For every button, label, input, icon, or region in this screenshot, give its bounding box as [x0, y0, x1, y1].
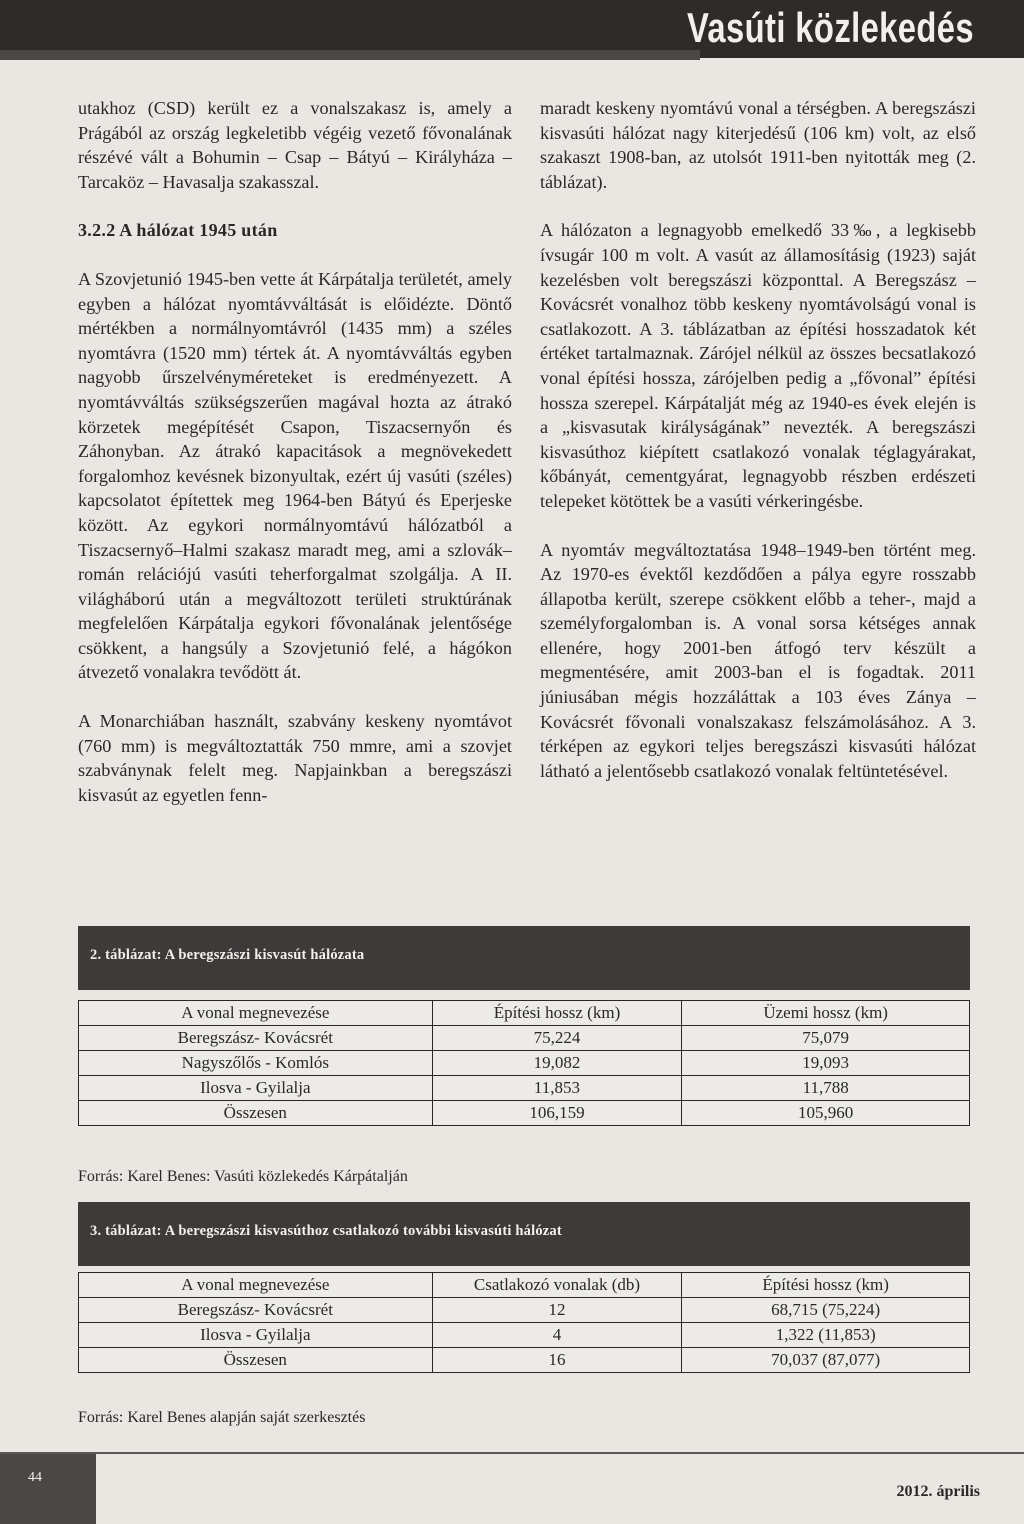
header-cell: Csatlakozó vonalak (db): [432, 1273, 682, 1298]
table-cell: 12: [432, 1298, 682, 1323]
table-cell: 70,037 (87,077): [682, 1348, 970, 1373]
page-number: 44: [28, 1470, 42, 1485]
table-cell: Ilosva - Gyilalja: [79, 1076, 433, 1101]
table2-caption: 2. táblázat: A beregszászi kisvasút hálózata: [78, 926, 970, 990]
table3-source: Forrás: Karel Benes alapján saját szerkesztés: [78, 1409, 366, 1426]
table-row: [79, 1051, 970, 1076]
header-cell: Üzemi hossz (km): [682, 1001, 970, 1026]
table-cell: 4: [432, 1323, 682, 1348]
header-shadow: [0, 50, 700, 60]
table2-source: Forrás: Karel Benes: Vasúti közlekedés Kárpátalján: [78, 1168, 408, 1185]
footer-rule: [0, 1452, 1024, 1454]
table-cell: Összesen: [79, 1101, 433, 1126]
header-cell: A vonal megnevezése: [79, 1273, 433, 1298]
table3: [78, 1272, 970, 1373]
table-cell: Összesen: [79, 1348, 433, 1373]
paragraph: A Szovjetunió 1945-ben vette át Kárpátalja területét, amely egyben a hálózat nyomtávváltását is előidézte. Döntő mértékben a normálnyomtávról (1435 mm) a széles nyomtávra (1520 mm) tértek át. A nyomtávváltás egyben nagyobb űrszelvényméreteket is eredményezett. A nyomtávváltás szükségszerűen magával hozta az átrakó körzetek megépítését Csapon, Tiszacsernyőn és Záhonyban. Az átrakó kapacitások a megnövekedett forgalomhoz kevésnek bizonyultak, ezért új vasúti (széles) kapcsolatot építettek meg 1964-ben Bátyú és Eperjeske között. Az egykori normálnyomtávú hálózatból a Tiszacsernyő–Halmi szakasz maradt meg, ami a szlovák–román relációjú vasúti teherforgalmat szolgálja. A II. világháború után a megváltozott területi struktúrának megfelelően Kárpátalja egykori fővonalának jelentősége csökkent, a hangsúly a Szovjetunió felé, a hágókon átvezető vonalakra tevődött át.: [78, 268, 512, 683]
table-cell: Beregszász- Kovácsrét: [79, 1298, 433, 1323]
left-column: [78, 96, 512, 831]
table-cell: 11,853: [432, 1076, 682, 1101]
page-number-box: [0, 1454, 96, 1524]
issue-date: 2012. április: [896, 1483, 980, 1500]
table-cell: 19,082: [432, 1051, 682, 1076]
table-cell: 19,093: [682, 1051, 970, 1076]
table-cell: 16: [432, 1348, 682, 1373]
table2: [78, 1000, 970, 1126]
paragraph: A Monarchiában használt, szabvány keskeny nyomtávot (760 mm) is megváltoztatták 750 mmre, ami a szovjet szabványnak felelt meg. Napjainkban a beregszászi kisvasút az egyetlen fenn-: [78, 711, 512, 805]
header-cell: A vonal megnevezése: [79, 1001, 433, 1026]
table-header-row: [79, 1273, 970, 1298]
table-row: [79, 1298, 970, 1323]
table-cell: 1,322 (11,853): [682, 1323, 970, 1348]
section-heading: 3.2.2 A hálózat 1945 után: [78, 220, 278, 241]
table-cell: Nagyszőlős - Komlós: [79, 1051, 433, 1076]
table-cell: 11,788: [682, 1076, 970, 1101]
table-cell: Ilosva - Gyilalja: [79, 1323, 433, 1348]
table-total-row: [79, 1348, 970, 1373]
table3-caption: 3. táblázat: A beregszászi kisvasúthoz csatlakozó további kisvasúti hálózat: [78, 1202, 970, 1266]
table-row: [79, 1026, 970, 1051]
table-cell: 75,224: [432, 1026, 682, 1051]
table-row: [79, 1076, 970, 1101]
table-row: [79, 1323, 970, 1348]
right-column: [540, 96, 976, 807]
section-title: Vasúti közlekedés: [686, 4, 974, 51]
table-cell: 68,715 (75,224): [682, 1298, 970, 1323]
table-cell: 106,159: [432, 1101, 682, 1126]
header-cell: Építési hossz (km): [432, 1001, 682, 1026]
table-header-row: [79, 1001, 970, 1026]
table-cell: 105,960: [682, 1101, 970, 1126]
table-total-row: [79, 1101, 970, 1126]
table-cell: 75,079: [682, 1026, 970, 1051]
paragraph: maradt keskeny nyomtávú vonal a térségben. A beregszászi kisvasúti hálózat nagy kiterjedésű (106 km) volt, az első szakaszt 1908-ban, az utolsót 1911-ben nyitották meg (2. táblázat).: [540, 98, 976, 192]
paragraph: A nyomtáv megváltoztatása 1948–1949-ben történt meg. Az 1970-es évektől kezdődően a pálya egyre rosszabb állapotba került, szerepe csökkent előbb a teher-, majd a személyforgalomban is. A vonal sorsa kétséges annak ellenére, hogy 2001-ben átfogó terv készült a megmentésére, amit 2003-ban el is fogadtak. 2011 júniusában mégis hozzáláttak a 103 éves Zánya – Kovácsrét fővonali vonalszakasz felszámolásához. A 3. térképen az egykori teljes beregszászi kisvasúti hálózat látható a jelentősebb csatlakozó vonalak feltüntetésével.: [540, 539, 976, 781]
table-cell: Beregszász- Kovácsrét: [79, 1026, 433, 1051]
paragraph: A hálózaton a legnagyobb emelkedő 33‰, a legkisebb ívsugár 100 m volt. A vasút az államosításig (1923) saját kezelésben volt beregszászi központtal. A Beregszász – Kovácsrét vonalhoz több keskeny nyomtávolságú vonal is csatlakozott. A 3. táblázatban az építési hosszadatok két értéket tartalmaznak. Zárójel nélkül az összes becsatlakozó vonal építési hossza, zárójelben pedig a „fővonal” építési hossza szerepel. Kárpátalját még az 1940-es évek elején is a „kisvasutak királyságának” nevezték. A beregszászi kisvasúthoz kiépített csatlakozó vonalak téglagyárakat, kőbányát, cementgyárat, legnagyobb részben erdészeti telepeket kötöttek be a vasúti vérkeringésbe.: [540, 220, 976, 511]
paragraph: utakhoz (CSD) került ez a vonalszakasz is, amely a Prágából az ország legkeletibb végéig vezető fővonalának részévé vált a Bohumin – Csap – Bátyú – Királyháza – Tarcaköz – Havasalja szakasszal.: [78, 98, 512, 192]
header-bar: [0, 0, 1024, 58]
header-cell: Építési hossz (km): [682, 1273, 970, 1298]
